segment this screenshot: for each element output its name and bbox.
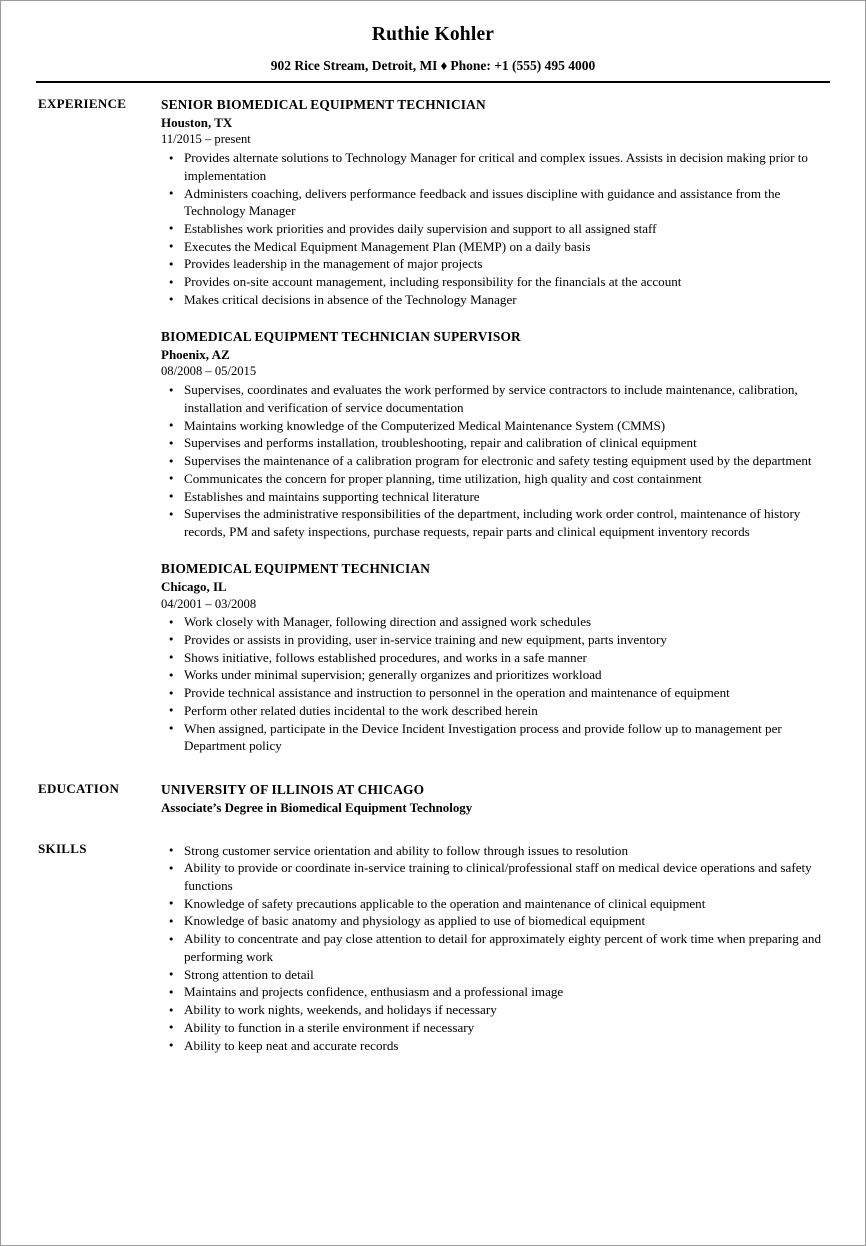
candidate-address: 902 Rice Stream, Detroit, MI [270,58,438,74]
spacer-above-skills [19,818,847,841]
resume-sheet [1,1,865,1054]
skill-bullet: ● Strong attention to detail [161,966,833,984]
section-label-skills: SKILLS [38,840,87,856]
job-location: Houston, TX [161,115,233,131]
skills-bullet-list [161,842,833,1055]
skill-bullet: ● Ability to function in a sterile environment if necessary [161,1019,833,1037]
job-title: SENIOR BIOMEDICAL EQUIPMENT TECHNICIAN [161,96,486,112]
candidate-phone: Phone: +1 (555) 495 4000 [450,58,596,74]
job-bullet: ● Communicates the concern for proper planning, time utilization, high quality and cost containment [161,470,833,488]
job-bullet: ● Makes critical decisions in absence of the Technology Manager [161,291,833,309]
job-bullet: ● Establishes work priorities and provides daily supervision and support to all assigned staff [161,220,833,238]
job-bullet: ● Work closely with Manager, following direction and assigned work schedules [161,613,833,631]
section-label-experience: EXPERIENCE [38,95,127,111]
diamond-separator-icon: ♦ [440,58,448,74]
skill-bullet: ● Strong customer service orientation and ability to follow through issues to resolution [161,842,833,860]
job-bullet: ● Maintains working knowledge of the Computerized Medical Maintenance System (CMMS) [161,417,833,435]
skill-bullet: ● Ability to provide or coordinate in-service training to clinical/professional staff on medical device operations and safety functions [161,859,833,894]
job-bullet: ● Supervises, coordinates and evaluates the work performed by service contractors to include maintenance, calibration, installation and verification of service documentation [161,381,833,416]
section-education [19,781,847,818]
spacer-above-experience [19,83,847,96]
skills-label-column [19,841,161,857]
section-skills [19,841,847,1055]
skill-bullet: ● Ability to keep neat and accurate records [161,1037,833,1055]
experience-entry [161,328,833,541]
education-body [161,781,847,818]
job-bullet: ● Provides on-site account management, including responsibility for the financials at the account [161,273,833,291]
experience-entry [161,96,833,309]
job-bullet-list [161,613,833,755]
skill-bullet: ● Ability to work nights, weekends, and holidays if necessary [161,1001,833,1019]
job-bullet: ● Provide technical assistance and instruction to personnel in the operation and maintenance of equipment [161,684,833,702]
job-bullet-list [161,149,833,309]
job-title: BIOMEDICAL EQUIPMENT TECHNICIAN SUPERVISOR [161,328,521,344]
candidate-name: Ruthie Kohler [371,24,495,45]
education-degree: Associate’s Degree in Biomedical Equipment Technology [161,801,473,816]
job-bullet: ● When assigned, participate in the Device Incident Investigation process and provide follow up to management per Department policy [161,720,833,755]
experience-label-column [19,96,161,112]
job-bullet: ● Shows initiative, follows established procedures, and works in a safe manner [161,649,833,667]
experience-entry [161,560,833,755]
job-dates: 04/2001 – 03/2008 [161,596,257,611]
section-experience [19,96,847,755]
experience-body [161,96,847,755]
skill-bullet: ● Ability to concentrate and pay close attention to detail for approximately eighty percent of work time when preparing and performing work [161,930,833,965]
job-location: Chicago, IL [161,579,227,595]
resume-header [19,23,847,83]
education-label-column [19,781,161,797]
skills-body [161,841,847,1055]
job-bullet: ● Supervises the maintenance of a calibration program for electronic and safety testing equipment used by the department [161,452,833,470]
job-title: BIOMEDICAL EQUIPMENT TECHNICIAN [161,560,431,576]
job-bullet: ● Provides or assists in providing, user in-service training and new equipment, parts inventory [161,631,833,649]
job-bullet-list [161,381,833,541]
job-bullet: ● Provides leadership in the management of major projects [161,255,833,273]
job-bullet: ● Perform other related duties incidental to the work described herein [161,702,833,720]
education-school: UNIVERSITY OF ILLINOIS AT CHICAGO [161,782,425,798]
spacer-above-education [19,755,847,781]
job-bullet: ● Supervises the administrative responsibilities of the department, including work order control, maintenance of history records, PM and safety inspections, purchase requests, repair parts and clinical equipment inventory records [161,505,833,540]
skill-bullet: ● Maintains and projects confidence, enthusiasm and a professional image [161,983,833,1001]
job-bullet: ● Administers coaching, delivers performance feedback and issues discipline with guidance and assistance from the Technology Manager [161,185,833,220]
job-bullet: ● Executes the Medical Equipment Management Plan (MEMP) on a daily basis [161,238,833,256]
job-bullet: ● Provides alternate solutions to Technology Manager for critical and complex issues. Assists in decision making prior to implementation [161,149,833,184]
job-bullet: ● Supervises and performs installation, troubleshooting, repair and calibration of clinical equipment [161,434,833,452]
job-bullet: ● Works under minimal supervision; generally organizes and prioritizes workload [161,666,833,684]
job-location: Phoenix, AZ [161,347,230,363]
job-dates: 08/2008 – 05/2015 [161,364,257,379]
job-bullet: ● Establishes and maintains supporting technical literature [161,488,833,506]
candidate-contact-line [35,58,831,74]
skill-bullet: ● Knowledge of basic anatomy and physiology as applied to use of biomedical equipment [161,912,833,930]
skill-bullet: ● Knowledge of safety precautions applicable to the operation and maintenance of clinical equipment [161,895,833,913]
section-label-education: EDUCATION [38,781,120,797]
job-dates: 11/2015 – present [161,132,251,147]
